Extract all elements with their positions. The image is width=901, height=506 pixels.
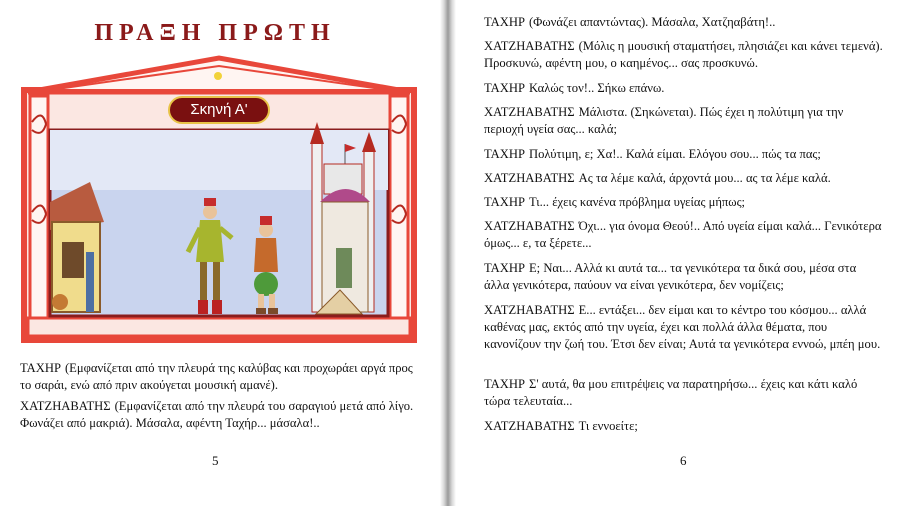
speaker-name: ΤΑΧΗΡ [484,377,525,391]
pediment-ornament [214,72,222,80]
dialogue-text: Ε; Ναι... Αλλά κι αυτά τα... τα γενικότερα τα δικά σου, μέσα στα άλλα γενικότερα, παύουν να είναι γενικότερα, δεν νομίζεις; [484,261,857,292]
dialogue-text: Ε... εντάξει... δεν είμαι και το κέντρο του κόσμου... αλλά καθένας μας, εκτός από την υγεία, έχει και πολλά άλλα θέματα, που κανονίζουν την ζωή του. Έτσι δεν είναι; Αυτά τα γενικότερα εννοώ, μπέη μου. [484,303,881,351]
dialogue-paragraph [484,104,884,138]
dialogue-paragraph [484,376,884,410]
dialogue-text: (Μόλις η μουσική σταματήσει, πλησιάζει και κάνει τεμενά). Προσκυνώ, αφέντη μου, ο καημένος... σας προσκυνώ. [484,39,883,70]
dialogue-paragraph [484,218,884,252]
speaker-name: ΤΑΧΗΡ [20,361,61,375]
dialogue-text: Καλώς τον!.. Σήκω επάνω. [528,81,665,95]
dialogue-paragraph [484,194,884,211]
scene-label-badge: Σκηνή Α' [168,96,270,124]
dialogue-paragraph [484,38,884,72]
dialogue-text: (Εμφανίζεται από την πλευρά της καλύβας και προχωράει αργά προς το σαράι, ενώ από πριν ακούγεται μουσική αμανέ). [20,361,413,392]
act-title: ΠΡΑΞΗ ΠΡΩΤΗ [94,20,336,46]
hut-illustration [50,182,104,312]
dialogue-text: Σ' αυτά, θα μου επιτρέψεις να παρατηρήσω... έχεις και κάτι καλό τώρα τελευταία... [484,377,858,408]
dialogue-paragraph [20,398,420,432]
left-page [0,0,440,506]
speaker-name: ΧΑΤΖΗΑΒΑΤΗΣ [484,105,575,119]
page-number: 5 [212,453,219,468]
dialogue-text: Όχι... για όνομα Θεού!.. Από υγεία είμαι καλά... Γενικότερα όμως... ε, τα ξέρετε... [484,219,882,250]
dialogue-paragraph [20,360,420,394]
dialogue-paragraph [484,418,884,435]
speaker-name: ΤΑΧΗΡ [484,15,525,29]
dialogue-text: (Φωνάζει απαντώντας). Μάσαλα, Χατζηαβάτη!.. [528,15,776,29]
speaker-name: ΤΑΧΗΡ [484,195,525,209]
speaker-name: ΤΑΧΗΡ [484,261,525,275]
dialogue-paragraph [484,302,884,353]
page-number: 6 [680,453,687,468]
dialogue-text: (Εμφανίζεται από την πλευρά του σαραγιού μετά από λίγο. Φωνάζει από μακριά). Μάσαλα, αφέντη Ταχήρ... μάσαλα!.. [20,399,414,430]
right-page [456,0,901,506]
speaker-name: ΧΑΤΖΗΑΒΑΤΗΣ [484,303,575,317]
dialogue-text: Τι... έχεις κανένα πρόβλημα υγείας μήπως; [528,195,746,209]
dialogue-paragraph [484,260,884,294]
speaker-name: ΧΑΤΖΗΑΒΑΤΗΣ [484,39,575,53]
dialogue-text: Μάλιστα. (Σηκώνεται). Πώς έχει η πολύτιμη για την περιοχή υγεία σας... καλά; [484,105,844,136]
dialogue-paragraph [484,170,884,187]
dialogue-paragraph [484,80,884,97]
speaker-name: ΤΑΧΗΡ [484,81,525,95]
dialogue-text: Ας τα λέμε καλά, άρχοντά μου... ας τα λέμε καλά. [578,171,831,185]
book-gutter [440,0,456,506]
dialogue-paragraph [484,146,884,163]
dialogue-paragraph [484,14,884,31]
dialogue-text: Πολύτιμη, ε; Χα!.. Καλά είμαι. Ελόγου σου... πώς τα πας; [528,147,821,161]
speaker-name: ΤΑΧΗΡ [484,147,525,161]
speaker-name: ΧΑΤΖΗΑΒΑΤΗΣ [484,419,575,433]
dialogue-text: Τι εννοείτε; [578,419,638,433]
speaker-name: ΧΑΤΖΗΑΒΑΤΗΣ [484,219,575,233]
speaker-name: ΧΑΤΖΗΑΒΑΤΗΣ [20,399,111,413]
speaker-name: ΧΑΤΖΗΑΒΑΤΗΣ [484,171,575,185]
